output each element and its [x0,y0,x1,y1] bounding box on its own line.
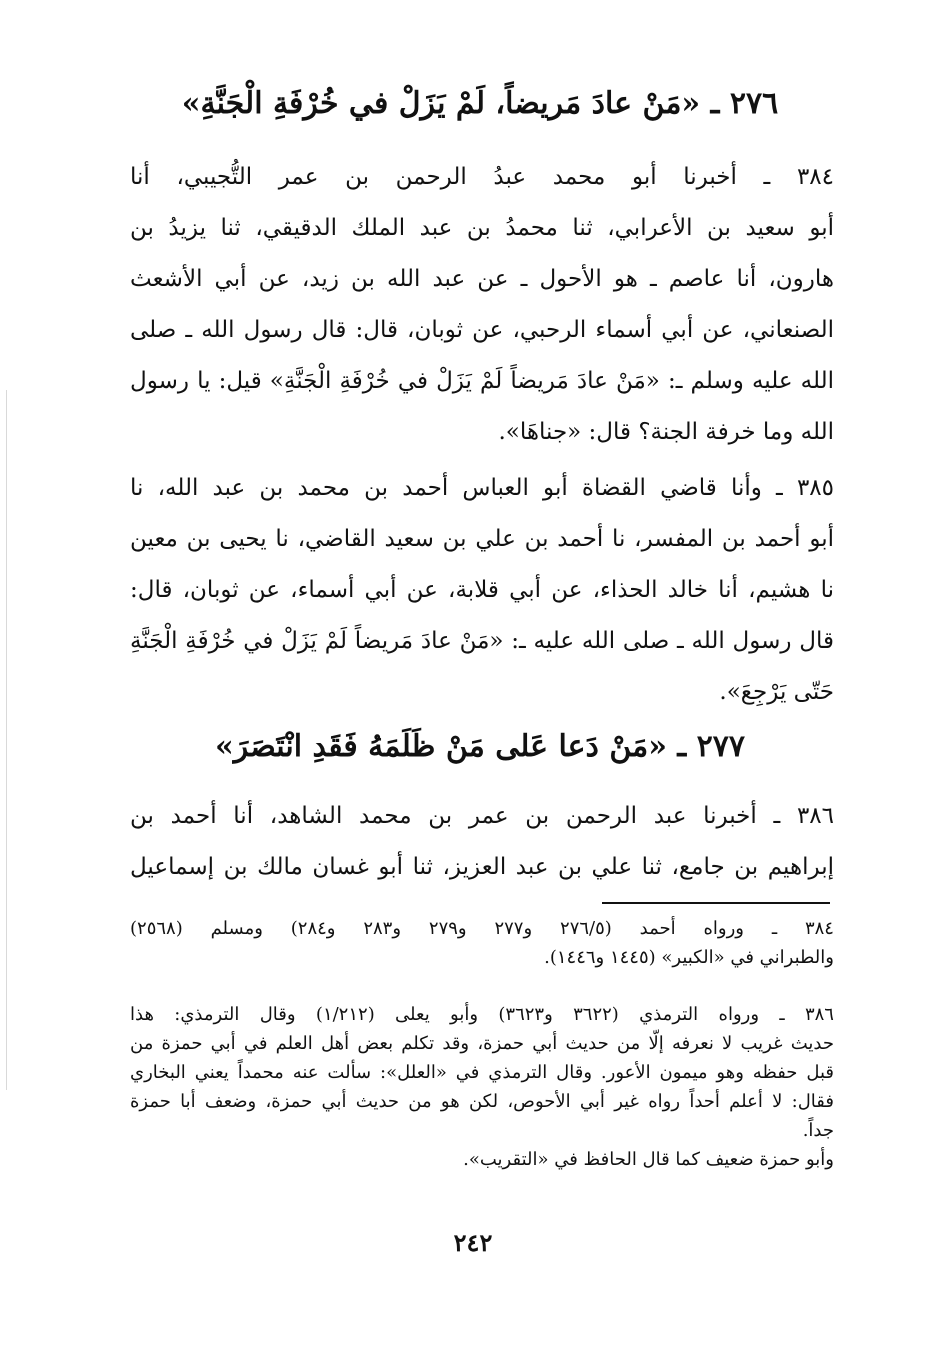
hadith-385-line: أبو أحمد بن المفسر، نا أحمد بن علي بن سعيد القاضي، نا يحيى بن معين [130,526,834,552]
margin-line [6,390,7,1090]
footnote-386-line: جداً. [802,1120,834,1141]
footnote-386-line: ٣٨٦ ـ ورواه الترمذي (٣٦٢٢ و٣٦٢٣) وأبو يعلى (١/٢١٢) وقال الترمذي: هذا [130,1004,834,1025]
hadith-385-line: نا هشيم، أنا خالد الحذاء، عن أبي قلابة، عن أبي أسماء، عن ثوبان، قال: [130,577,834,603]
hadith-384-line: الصنعاني، عن أبي أسماء الرحبي، عن ثوبان، قال: قال رسول الله ـ صلى [130,317,834,343]
hadith-386-line: إبراهيم بن جامع، ثنا علي بن عبد العزيز، ثنا أبو غسان مالك بن إسماعيل [130,854,834,880]
footnote-386-line: حديث غريب لا نعرفه إلّا من حديث أبي حمزة، وقد تكلم بعض أهل العلم في أبي حمزة من [130,1033,834,1054]
footnote-separator [602,902,830,904]
chapter-heading-277: ٢٧٧ ـ «مَنْ دَعا عَلى مَنْ ظَلَمَهُ فَقَدِ انْتَصَرَ» [214,729,746,764]
hadith-386 [130,791,834,893]
footnote-384 [130,914,834,972]
hadith-384-line: ٣٨٤ ـ أخبرنا أبو محمد عبدُ الرحمن بن عمر التُّجيبي، أنا [130,164,834,190]
hadith-385 [130,463,834,718]
hadith-385-line: قال رسول الله ـ صلى الله عليه ـ: «مَنْ عادَ مَريضاً لَمْ يَزَلْ في خُرْفَةِ الْجَنَّةِ [130,628,834,654]
footnote-386-line: فقال: لا أعلم أحداً رواه غير أبي الأحوص، لكن هو من حديث أبي حمزة، وضعف أبا حمزة [130,1091,834,1112]
chapter-heading-276: ٢٧٦ ـ «مَنْ عادَ مَريضاً، لَمْ يَزَلْ في خُرْفَةِ الْجَنَّةِ» [181,86,779,121]
footnote-384-line: والطبراني في «الكبير» (١٤٤٥ و١٤٤٦). [544,947,834,968]
hadith-385-line: حَتّى يَرْجِعَ». [719,679,834,705]
footnote-384-line: ٣٨٤ ـ ورواه أحمد (٢٧٦/٥ و٢٧٧ و٢٧٩ و٢٨٣ و٢٨٤) ومسلم (٢٥٦٨) [130,918,834,939]
footnote-386-line: وأبو حمزة ضعيف كما قال الحافظ في «التقريب». [463,1149,834,1170]
hadith-384-line: الله عليه وسلم ـ: «مَنْ عادَ مَريضاً لَمْ يَزَلْ في خُرْفَةِ الْجَنَّةِ» قيل: يا رسول [130,368,834,394]
hadith-384 [130,152,834,458]
hadith-385-line: ٣٨٥ ـ وأنا قاضي القضاة أبو العباس أحمد بن محمد بن عبد الله، نا [130,475,834,501]
page-number: ٢٤٢ [453,1228,493,1257]
footnote-386-line: قبل حفظه وهو ميمون الأعور. وقال الترمذي في «العلل»: سألت عنه محمداً يعني البخاري [130,1062,834,1083]
hadith-384-line: هارون، أنا عاصم ـ هو الأحول ـ عن عبد الله بن زيد، عن أبي الأشعث [130,266,834,292]
hadith-384-line: أبو سعيد بن الأعرابي، ثنا محمدُ بن عبد الملك الدقيقي، ثنا يزيدُ بن [130,215,834,241]
hadith-384-line: الله وما خرفة الجنة؟ قال: «جناهَا». [498,419,834,445]
footnote-386 [130,1000,834,1174]
hadith-386-line: ٣٨٦ ـ أخبرنا عبد الرحمن بن عمر بن محمد الشاهد، أنا أحمد بن [130,803,834,829]
